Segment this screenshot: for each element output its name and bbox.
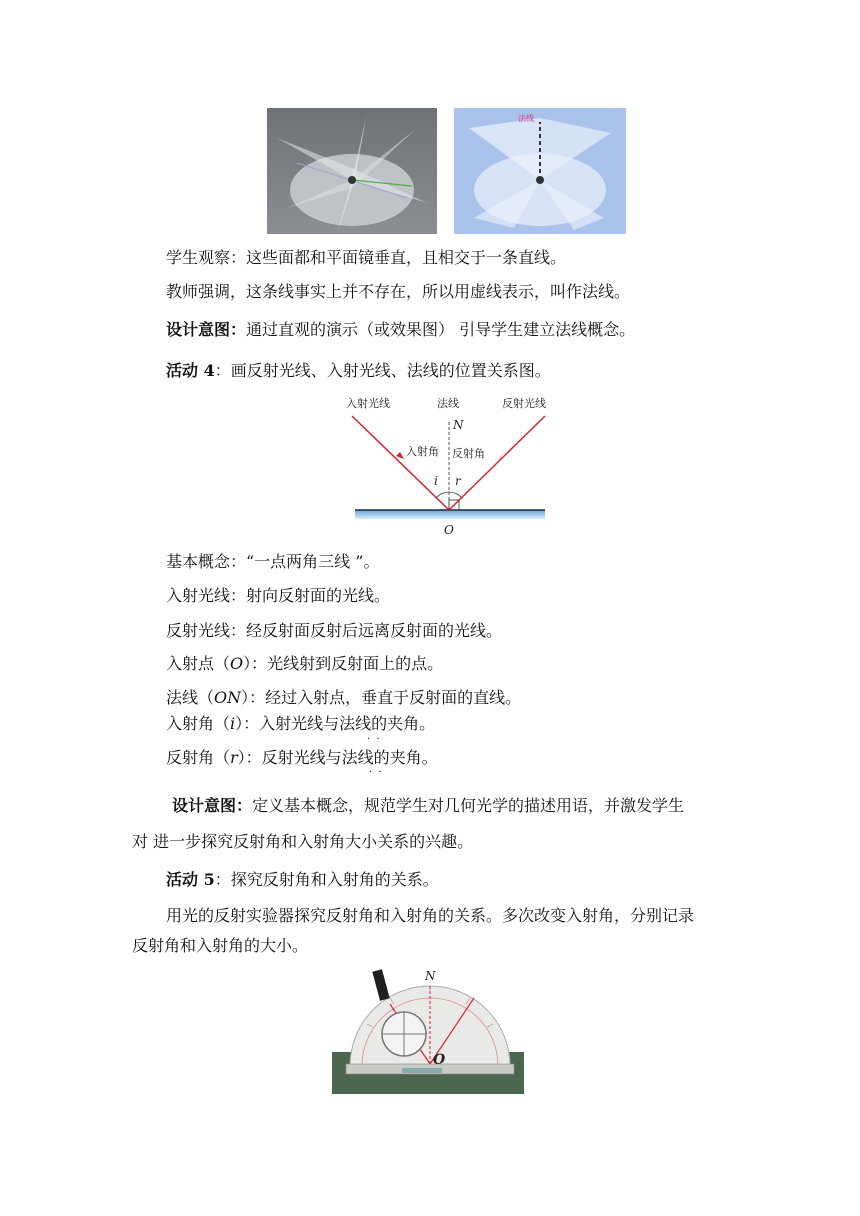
- def-normal: [166, 688, 521, 708]
- design-intent-2-line1: 定义基本概念，规范学生对几何光学的描述用语，并激发学生: [252, 796, 685, 815]
- def-reflected-angle: [166, 748, 438, 768]
- activity-4-label: 活动 4: [166, 361, 215, 380]
- def-incident-point-text: ）：光线射到反射面上的点。: [243, 654, 444, 673]
- reflection-apparatus: [332, 964, 524, 1094]
- photo-planes-light: [454, 108, 626, 234]
- def-reflected-angle-prefix: 反射角（: [166, 748, 231, 767]
- student-observation: 学生观察：这些面都和平面镜垂直，且相交于一条直线。: [166, 248, 567, 267]
- incident-ray-label: 入射光线: [346, 397, 390, 410]
- def-normal-var: ON: [214, 688, 242, 707]
- def-incident-angle-text: ）：入射光线与法线的夹角。: [235, 714, 436, 733]
- activity-4: [166, 361, 551, 381]
- n-label: N: [453, 418, 464, 432]
- def-normal-text: ）：经过入射点，垂直于反射面的直线。: [241, 688, 522, 707]
- design-intent-1: [166, 320, 635, 340]
- emphasis-dots-1: · ·: [367, 734, 380, 745]
- normal-photo-label: 法线: [518, 114, 534, 123]
- incident-angle-label: 入射角: [406, 445, 439, 458]
- activity-5: [166, 870, 439, 890]
- def-incident-point-var: O: [230, 654, 244, 673]
- def-incident-point: [166, 654, 443, 674]
- design-intent-2-line2: 对 进一步探究反射角和入射角大小关系的兴趣。: [132, 832, 474, 851]
- i-label: i: [434, 474, 438, 488]
- emphasis-dots-2: · ·: [369, 767, 382, 778]
- basic-concept: 基本概念：“一点两角三线 ”。: [166, 552, 380, 571]
- reflected-ray-label: 反射光线: [502, 397, 546, 410]
- o-label: O: [444, 523, 454, 537]
- experiment-line1: 用光的反射实验器探究反射角和入射角的关系。多次改变入射角，分别记录: [166, 906, 695, 925]
- def-incident-angle-prefix: 入射角（: [166, 714, 231, 733]
- activity-5-label: 活动 5: [166, 870, 215, 889]
- def-reflected-angle-var: r: [230, 748, 238, 767]
- def-incident-point-prefix: 入射点（: [166, 654, 231, 673]
- experiment-line2: 反射角和入射角的大小。: [132, 936, 309, 955]
- def-incident-angle-var: i: [230, 714, 236, 733]
- activity-4-text: ：画反射光线、入射光线、法线的位置关系图。: [214, 361, 551, 380]
- activity-5-text: ：探究反射角和入射角的关系。: [214, 870, 439, 889]
- reflection-diagram: [340, 392, 570, 542]
- def-normal-prefix: 法线（: [166, 688, 215, 707]
- apparatus-o-label: O: [433, 1052, 446, 1068]
- photo-planes-dark: [267, 108, 437, 234]
- design-intent-1-text: 通过直观的演示（或效果图） 引导学生建立法线概念。: [246, 320, 636, 339]
- design-intent-2: [172, 796, 684, 816]
- apparatus-n-label: N: [425, 969, 436, 983]
- r-label: r: [455, 474, 461, 488]
- def-incident-angle: [166, 714, 435, 734]
- design-intent-1-label: 设计意图：: [166, 320, 247, 339]
- design-intent-2-label: 设计意图：: [172, 796, 253, 815]
- teacher-emphasis: 教师强调，这条线事实上并不存在，所以用虚线表示，叫作法线。: [166, 282, 631, 301]
- reflected-angle-label: 反射角: [452, 447, 485, 460]
- def-reflected-ray: 反射光线：经反射面反射后远离反射面的光线。: [166, 621, 503, 640]
- normal-label: 法线: [437, 397, 459, 410]
- def-incident-ray: 入射光线：射向反射面的光线。: [166, 586, 391, 605]
- def-reflected-angle-text: ）：反射光线与法线的夹角。: [237, 748, 438, 767]
